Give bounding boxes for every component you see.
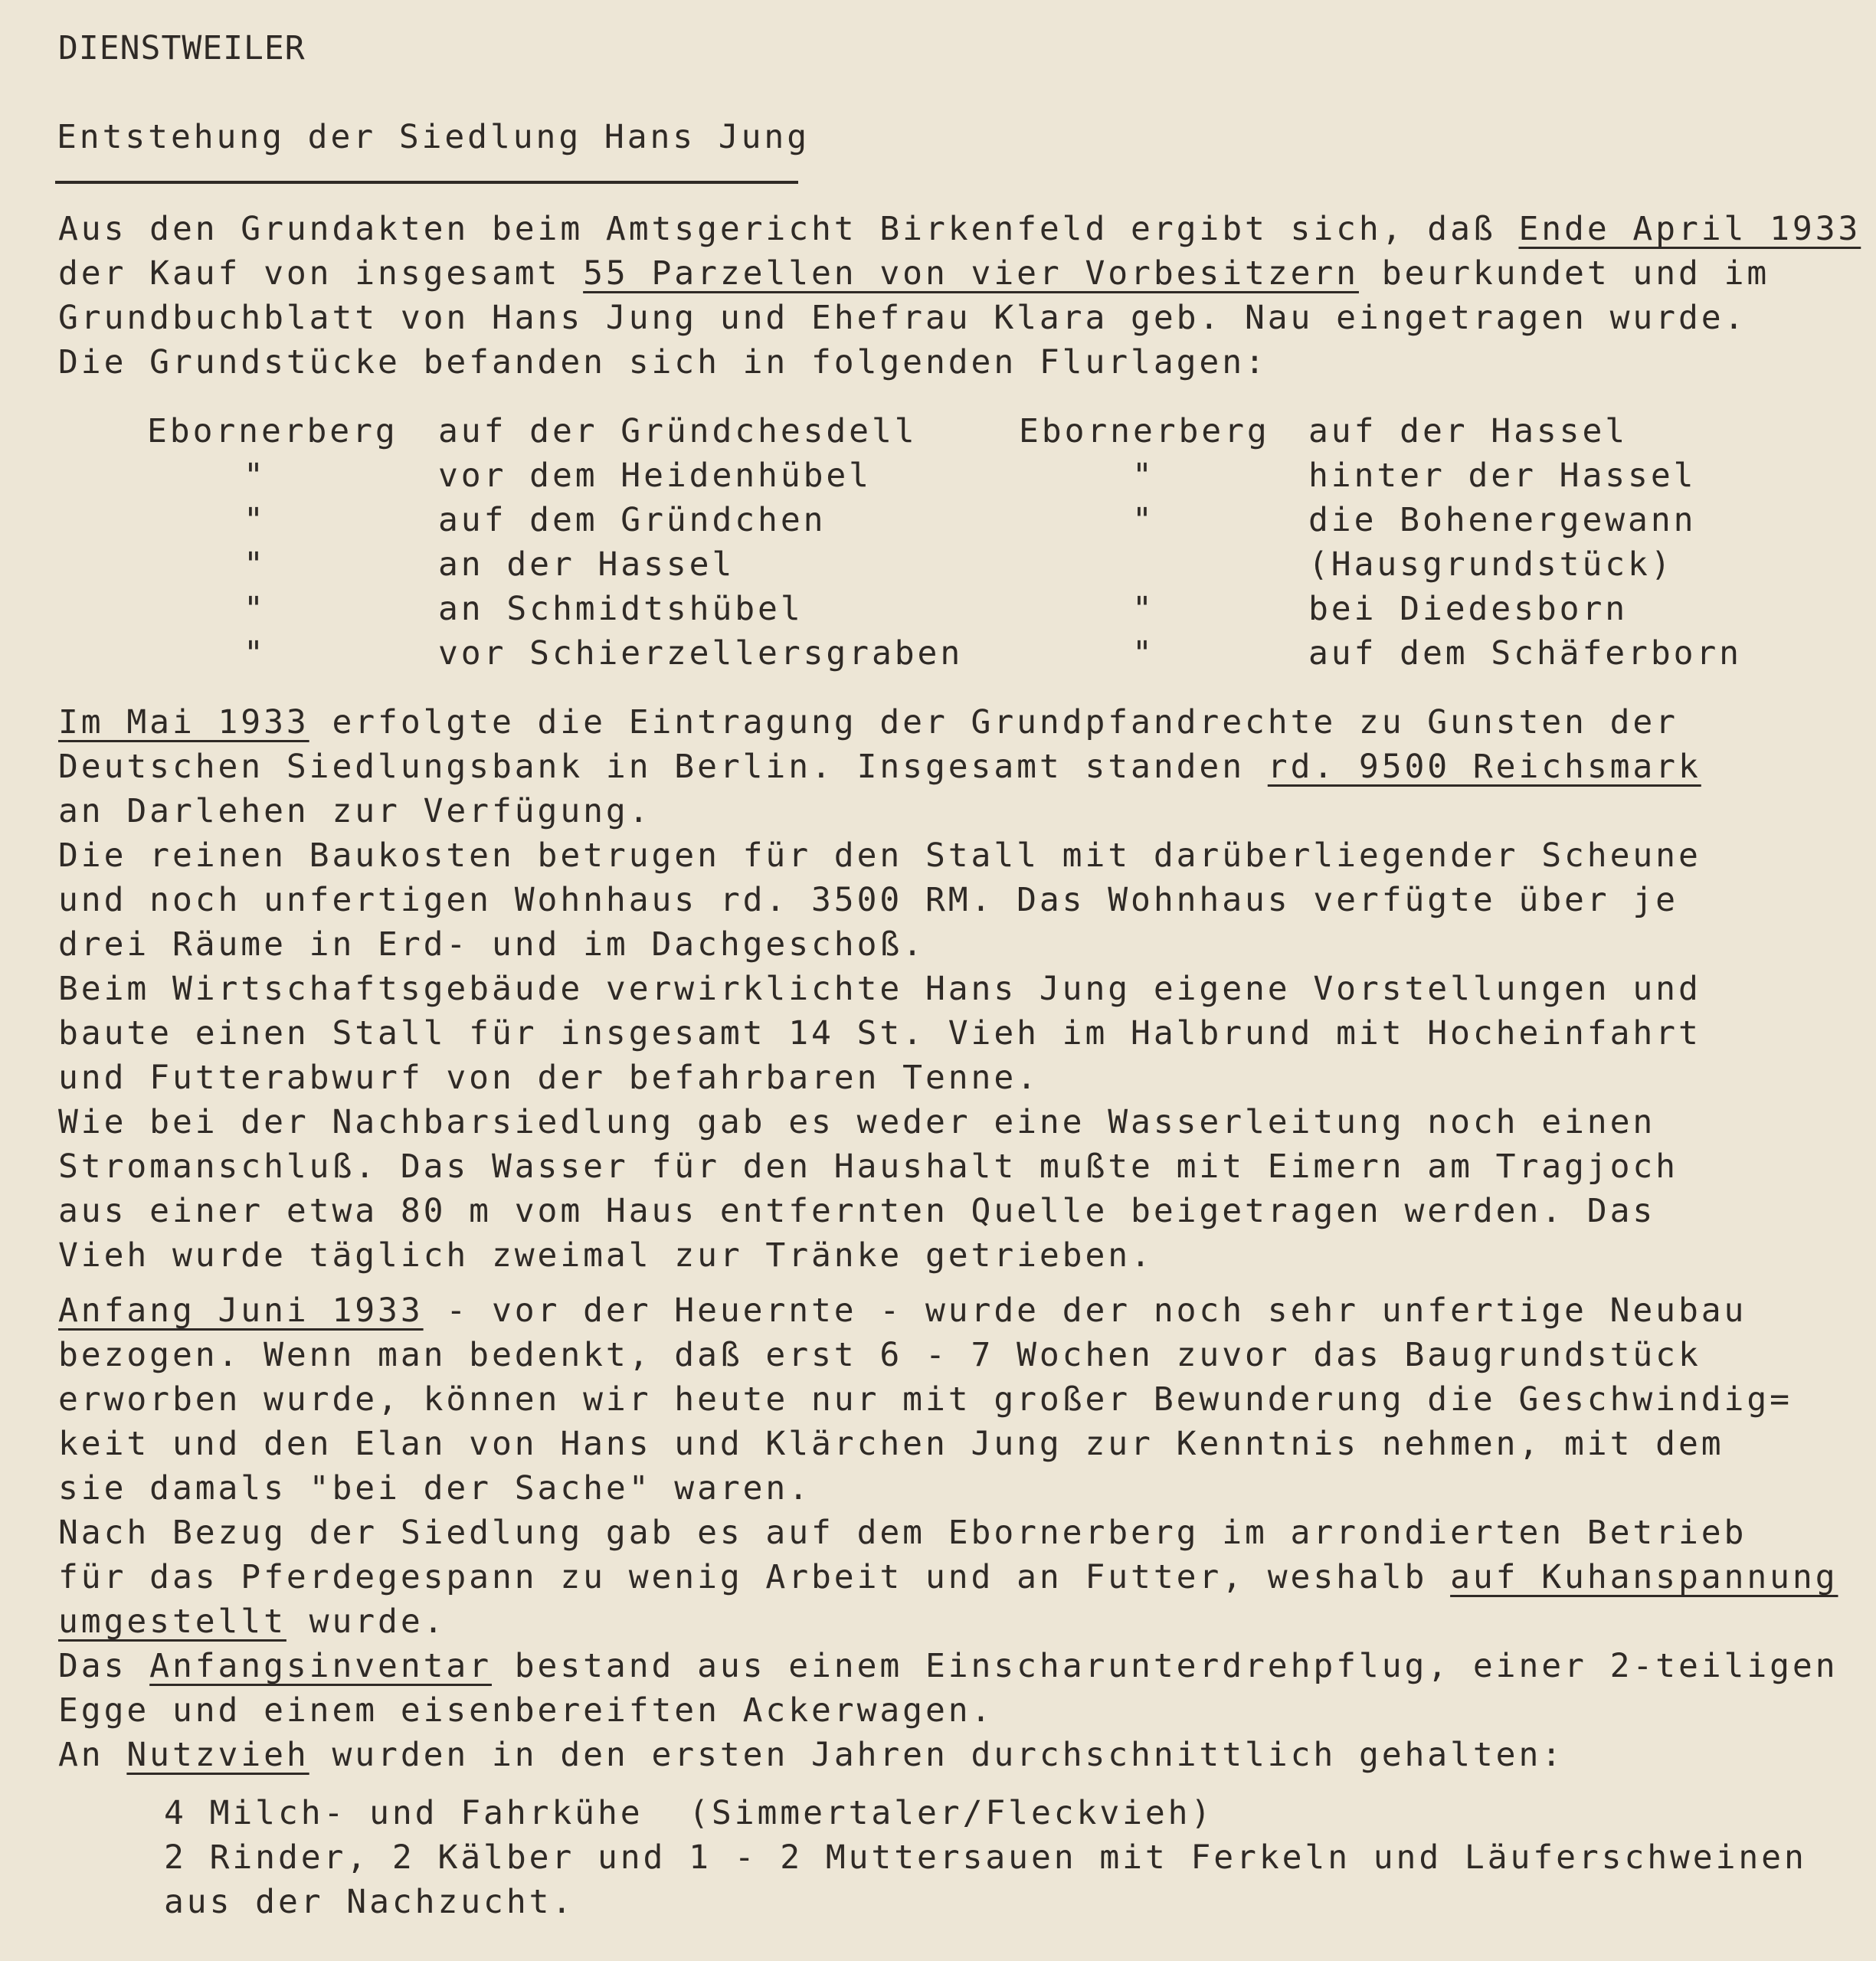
intro-paragraph bbox=[58, 207, 1861, 385]
underlined-date: Ende April 1933 bbox=[1518, 210, 1861, 248]
body-paragraph bbox=[58, 1288, 1838, 1777]
flur-entry: die Bohenergewann bbox=[1308, 501, 1697, 539]
text-line: Nach Bezug der Siedlung gab es auf dem Ebornerberg im arrondierten Betrieb bbox=[58, 1514, 1747, 1552]
text-line: wurde. bbox=[286, 1603, 447, 1641]
text-line: bestand aus einem Einscharunterdrehpflug, einer 2-teiligen bbox=[491, 1647, 1838, 1685]
text-line: für das Pferdegespann zu wenig Arbeit und an Futter, weshalb bbox=[58, 1558, 1451, 1596]
text-line: Stromanschluß. Das Wasser für den Haushalt mußte mit Eimern am Tragjoch bbox=[58, 1147, 1678, 1186]
flur-entry: auf der Gründchesdell bbox=[438, 412, 918, 450]
text-line: Deutschen Siedlungsbank in Berlin. Insgesamt standen bbox=[58, 748, 1268, 786]
ditto-mark: " bbox=[244, 457, 267, 495]
text-line: An bbox=[58, 1736, 127, 1774]
text-line: Wie bei der Nachbarsiedlung gab es weder eine Wasserleitung noch einen bbox=[58, 1103, 1656, 1141]
list-item: 2 Rinder, 2 Kälber und 1 - 2 Muttersauen mit Ferkeln und Läuferschweinen bbox=[164, 1838, 1807, 1877]
place-name: Ebornerberg bbox=[147, 412, 398, 450]
text-line: bezogen. Wenn man bedenkt, daß erst 6 - 7 Wochen zuvor das Baugrundstück bbox=[58, 1336, 1701, 1374]
underlined-date: Anfang Juni 1933 bbox=[58, 1292, 424, 1330]
text-line: der Kauf von insgesamt bbox=[58, 254, 584, 293]
livestock-list bbox=[164, 1791, 1807, 1924]
underlined-amount: rd. 9500 Reichsmark bbox=[1267, 748, 1701, 786]
ditto-mark: " bbox=[244, 501, 267, 539]
flur-entry: auf dem Gründchen bbox=[438, 501, 827, 539]
flur-entry: auf dem Schäferborn bbox=[1308, 634, 1742, 673]
text-line: und Futterabwurf von der befahrbaren Tenne. bbox=[58, 1059, 1039, 1097]
title-underline bbox=[55, 181, 798, 184]
ditto-mark: " bbox=[1132, 590, 1155, 628]
underlined-parcels: 55 Parzellen von vier Vorbesitzern bbox=[583, 254, 1359, 293]
underlined-phrase: umgestellt bbox=[58, 1603, 286, 1641]
ditto-mark: " bbox=[244, 545, 267, 584]
flur-entry: auf der Hassel bbox=[1308, 412, 1629, 450]
underlined-phrase: Nutzvieh bbox=[126, 1736, 309, 1774]
text-line: sie damals "bei der Sache" waren. bbox=[58, 1469, 812, 1508]
ditto-mark: " bbox=[1132, 501, 1155, 539]
text-line: Grundbuchblatt von Hans Jung und Ehefrau Klara geb. Nau eingetragen wurde. bbox=[58, 299, 1747, 337]
text-line: Die reinen Baukosten betrugen für den Stall mit darüberliegender Scheune bbox=[58, 836, 1701, 875]
text-line: keit und den Elan von Hans und Klärchen Jung zur Kenntnis nehmen, mit dem bbox=[58, 1425, 1724, 1463]
ditto-mark: " bbox=[244, 634, 267, 673]
flur-entry: vor Schierzellersgraben bbox=[438, 634, 964, 673]
text-line: - vor der Heuernte - wurde der noch sehr unfertige Neubau bbox=[423, 1292, 1747, 1330]
list-item: 4 Milch- und Fahrkühe (Simmertaler/Fleckvieh) bbox=[164, 1794, 1214, 1832]
flur-entry: vor dem Heidenhübel bbox=[438, 457, 872, 495]
text-line: Beim Wirtschaftsgebäude verwirklichte Hans Jung eigene Vorstellungen und bbox=[58, 970, 1701, 1008]
ditto-mark: " bbox=[1132, 634, 1155, 673]
text-line: Aus den Grundakten beim Amtsgericht Birkenfeld ergibt sich, daß bbox=[58, 210, 1519, 248]
text-line: erfolgte die Eintragung der Grundpfandrechte zu Gunsten der bbox=[309, 703, 1678, 742]
text-line: und noch unfertigen Wohnhaus rd. 3500 RM. Das Wohnhaus verfügte über je bbox=[58, 881, 1678, 919]
body-paragraph bbox=[58, 700, 1701, 1278]
flur-entry: an der Hassel bbox=[438, 545, 735, 584]
text-line: Das bbox=[58, 1647, 150, 1685]
flur-entry: bei Diedesborn bbox=[1308, 590, 1629, 628]
flur-entry: (Hausgrundstück) bbox=[1308, 545, 1674, 584]
text-line: aus einer etwa 80 m vom Haus entfernten Quelle beigetragen werden. Das bbox=[58, 1192, 1656, 1230]
text-line: Die Grundstücke befanden sich in folgenden Flurlagen: bbox=[58, 343, 1268, 381]
text-line: an Darlehen zur Verfügung. bbox=[58, 792, 652, 830]
flur-entry: an Schmidtshübel bbox=[438, 590, 804, 628]
underlined-date: Im Mai 1933 bbox=[58, 703, 309, 742]
underlined-phrase: auf Kuhanspannung bbox=[1450, 1558, 1838, 1596]
flur-entry: hinter der Hassel bbox=[1308, 457, 1697, 495]
underlined-phrase: Anfangsinventar bbox=[149, 1647, 492, 1685]
ditto-mark: " bbox=[244, 590, 267, 628]
document-title: Entstehung der Siedlung Hans Jung bbox=[57, 118, 810, 156]
text-line: drei Räume in Erd- und im Dachgeschoß. bbox=[58, 925, 925, 964]
text-line: erworben wurde, können wir heute nur mit großer Bewunderung die Geschwindig= bbox=[58, 1380, 1793, 1419]
ditto-mark: " bbox=[1132, 457, 1155, 495]
text-line: wurden in den ersten Jahren durchschnittlich gehalten: bbox=[309, 1736, 1565, 1774]
place-header: DIENSTWEILER bbox=[58, 29, 306, 67]
list-item: aus der Nachzucht. bbox=[164, 1883, 575, 1921]
text-line: Vieh wurde täglich zweimal zur Tränke getrieben. bbox=[58, 1236, 1154, 1275]
text-line: beurkundet und im bbox=[1358, 254, 1770, 293]
text-line: baute einen Stall für insgesamt 14 St. Vieh im Halbrund mit Hocheinfahrt bbox=[58, 1014, 1701, 1053]
text-line: Egge und einem eisenbereiften Ackerwagen. bbox=[58, 1691, 994, 1730]
place-name: Ebornerberg bbox=[1019, 412, 1270, 450]
